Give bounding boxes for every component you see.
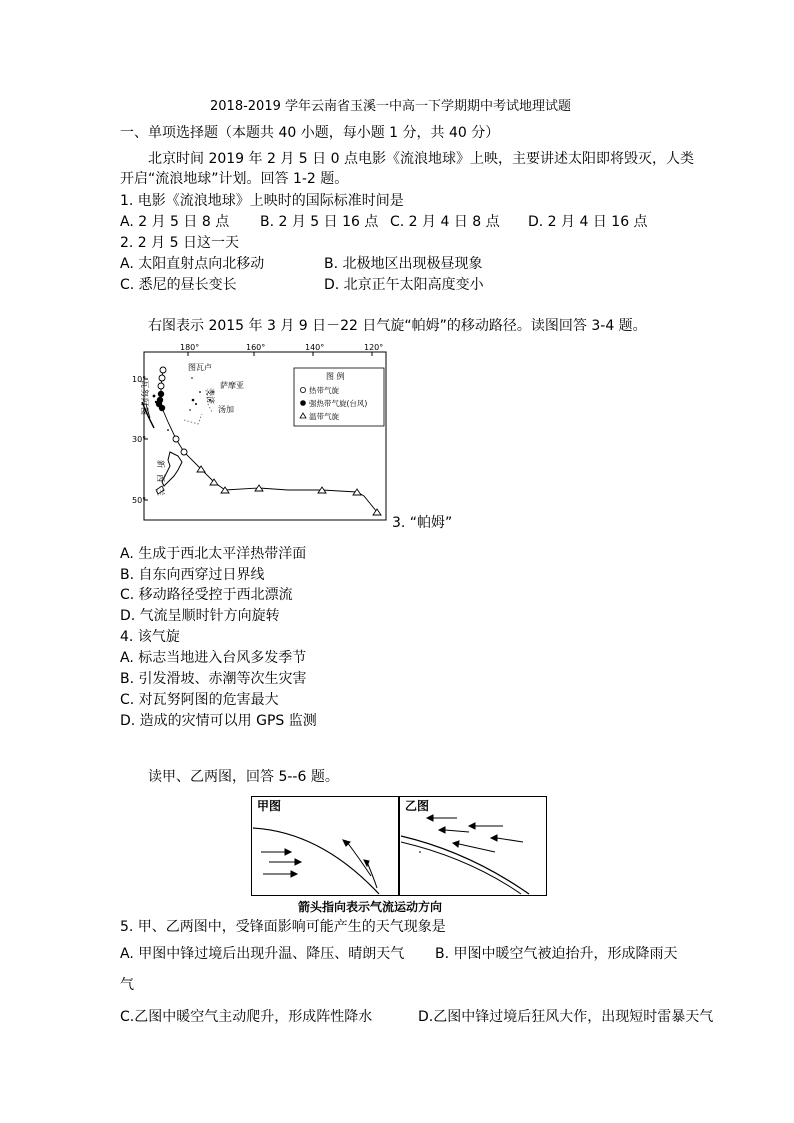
lon-label-140: 140° (305, 343, 325, 352)
figure-yi (399, 796, 547, 896)
q1-option-a: A. 2 月 5 日 8 点 (120, 214, 230, 230)
figure-jia (251, 796, 399, 896)
q5-option-d: D.乙图中锋过境后狂风大作，出现短时雷暴天气 (418, 1009, 714, 1025)
q1-option-d: D. 2 月 4 日 16 点 (528, 214, 648, 230)
q3-option-a: A. 生成于西北太平洋热带洋面 (120, 546, 307, 562)
q5-stem: 5. 甲、乙两图中，受锋面影响可能产生的天气现象是 (120, 919, 446, 935)
q2-stem: 2. 2 月 5 日这一天 (120, 235, 239, 251)
q4-option-c: C. 对瓦努阿图的危害最大 (120, 692, 279, 708)
lat-label-50: 50° (132, 496, 147, 505)
q1-option-c: C. 2 月 4 日 8 点 (390, 214, 500, 230)
label-fiji: 斐济 (206, 388, 215, 404)
section-heading: 一、单项选择题（本题共 40 小题，每小题 1 分，共 40 分） (120, 125, 500, 141)
lat-label-10: 10° (132, 375, 147, 384)
legend-open-circle-icon (300, 387, 305, 392)
figure-caption: 箭头指向表示气流运动方向 (298, 900, 443, 914)
intro-1-line-1: 北京时间 2019 年 2 月 5 日 0 点电影《流浪地球》上映，主要讲述太阳即将毁灭，人类 (148, 151, 694, 167)
cyclone-track-map (132, 342, 388, 522)
q3-option-b: B. 自东向西穿过日界线 (120, 567, 265, 583)
label-tuvalu: 图瓦卢 (188, 363, 212, 372)
q5-option-b: B. 甲图中暖空气被迫抬升，形成降雨天 (435, 946, 678, 962)
label-tonga: 汤加 (218, 405, 234, 414)
q1-stem: 1. 电影《流浪地球》上映时的国际标准时间是 (120, 193, 404, 209)
q5-option-b-continued: 气 (120, 977, 134, 993)
label-vanuatu: 瓦努阿图 (140, 380, 149, 416)
label-samoa: 萨摩亚 (220, 381, 244, 390)
legend-title: 图 例 (326, 372, 345, 381)
legend-filled-circle-icon (300, 400, 306, 406)
label-new-zealand: 新西兰 (156, 460, 165, 502)
legend-item-strong: 强热带气旋(台风) (309, 399, 368, 408)
figure-yi-label: 乙图 (405, 799, 430, 813)
lon-label-160: 160° (246, 343, 266, 352)
lat-label-30: 30° (132, 435, 147, 444)
q4-stem: 4. 该气旋 (120, 629, 180, 645)
q2-option-a: A. 太阳直射点向北移动 (120, 256, 265, 272)
q2-option-d: D. 北京正午太阳高度变小 (324, 277, 484, 293)
lon-label-180: 180° (180, 343, 200, 352)
intro-2: 右图表示 2015 年 3 月 9 日－22 日气旋“帕姆”的移动路径。读图回答 3-4 题。 (148, 318, 647, 334)
intro-1-line-2: 开启“流浪地球”计划。回答 1-2 题。 (120, 171, 349, 187)
q3-option-c: C. 移动路径受控于西北漂流 (120, 587, 293, 603)
q4-option-d: D. 造成的灾情可以用 GPS 监测 (120, 713, 317, 729)
legend-item-temperate: 温带气旋 (309, 412, 339, 421)
q5-option-a: A. 甲图中锋过境后出现升温、降压、晴朗天气 (120, 946, 405, 962)
lon-label-120: 120° (364, 343, 384, 352)
q3-option-d: D. 气流呈顺时针方向旋转 (120, 608, 280, 624)
q4-option-b: B. 引发滑坡、赤潮等次生灾害 (120, 671, 307, 687)
page-title: 2018-2019 学年云南省玉溪一中高一下学期期中考试地理试题 (210, 99, 571, 114)
q2-option-b: B. 北极地区出现极昼现象 (324, 256, 483, 272)
q5-option-c: C.乙图中暖空气主动爬升，形成阵性降水 (120, 1009, 373, 1025)
intro-3: 读甲、乙两图，回答 5--6 题。 (148, 769, 339, 785)
q3-stem: 3. “帕姆” (392, 515, 453, 531)
q4-option-a: A. 标志当地进入台风多发季节 (120, 650, 307, 666)
q2-option-c: C. 悉尼的昼长变长 (120, 277, 237, 293)
q1-option-b: B. 2 月 5 日 16 点 (260, 214, 379, 230)
legend-item-tropical: 热带气旋 (309, 386, 339, 395)
figure-jia-label: 甲图 (257, 799, 282, 813)
